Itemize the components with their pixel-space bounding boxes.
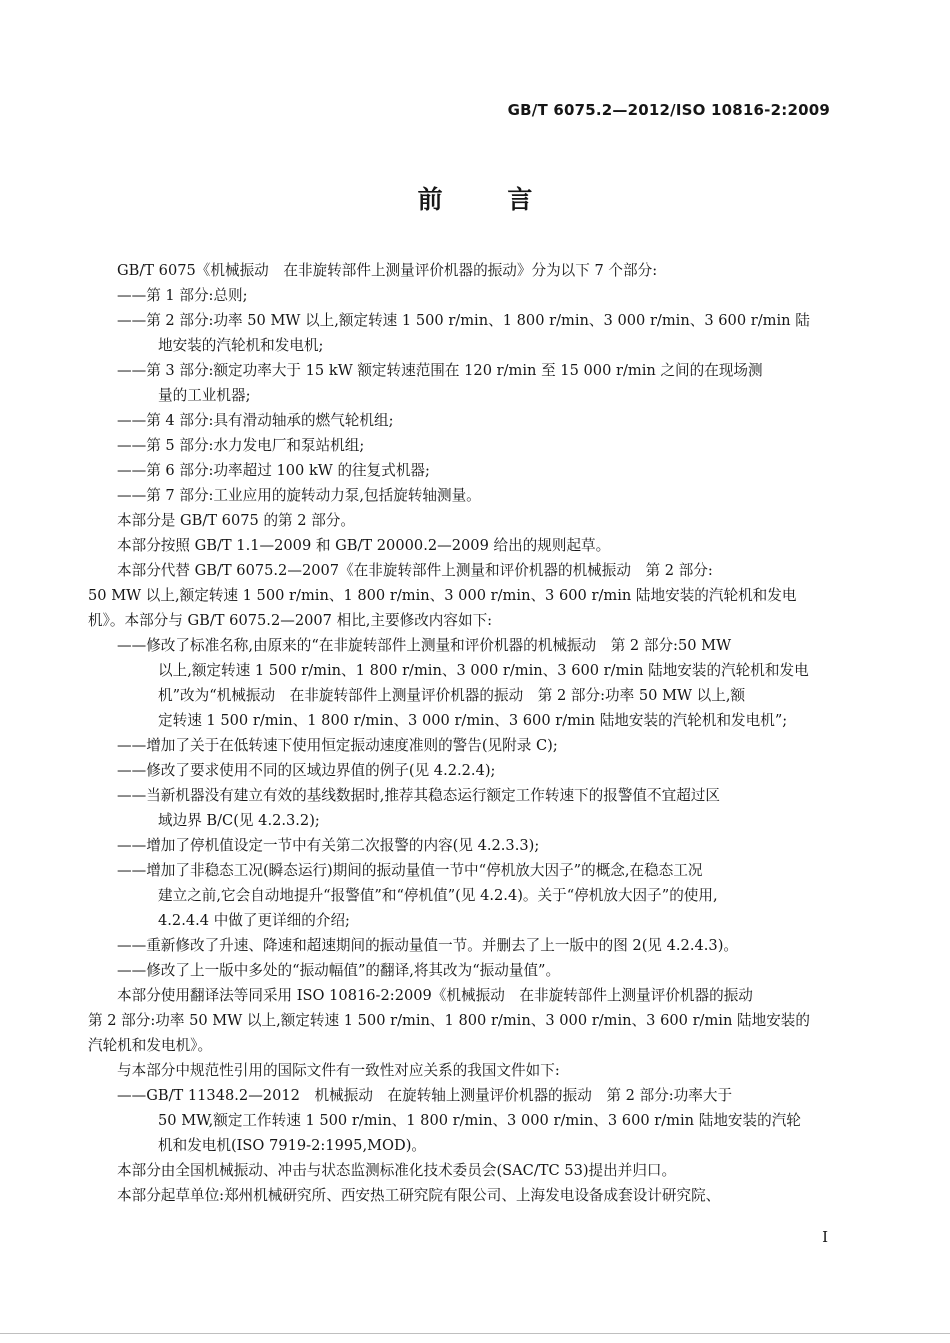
paragraph-line: 汽轮机和发电机》。 xyxy=(88,1037,213,1054)
list-item: ——第 6 部分:功率超过 100 kW 的往复式机器; xyxy=(117,462,430,479)
list-item-continuation: 量的工业机器; xyxy=(158,387,251,404)
list-item: ——当新机器没有建立有效的基线数据时,推荐其稳态运行额定工作转速下的报警值不宜超过区 xyxy=(117,787,720,804)
paragraph-line: 机》。本部分与 GB/T 6075.2—2007 相比,主要修改内容如下: xyxy=(88,612,493,629)
list-item: ——增加了停机值设定一节中有关第二次报警的内容(见 4.2.3.3); xyxy=(117,837,540,854)
list-item-continuation: 机”改为“机械振动 在非旋转部件上测量评价机器的振动 第 2 部分:功率 50 MW 以上,额 xyxy=(158,687,746,704)
bottom-rule xyxy=(0,1333,950,1334)
list-item: ——第 7 部分:工业应用的旋转动力泵,包括旋转轴测量。 xyxy=(117,487,481,504)
list-item: ——修改了标准名称,由原来的“在非旋转部件上测量和评价机器的机械振动 第 2 部分:50 MW xyxy=(117,637,732,654)
list-item: ——第 2 部分:功率 50 MW 以上,额定转速 1 500 r/min、1 800 r/min、3 000 r/min、3 600 r/min 陆 xyxy=(117,312,810,329)
list-item-continuation: 建立之前,它会自动地提升“报警值”和“停机值”(见 4.2.4)。关于“停机放大因子”的使用, xyxy=(158,887,718,904)
paragraph-line: 本部分按照 GB/T 1.1—2009 和 GB/T 20000.2—2009 给出的规则起草。 xyxy=(117,537,611,554)
paragraph-line: 50 MW 以上,额定转速 1 500 r/min、1 800 r/min、3 000 r/min、3 600 r/min 陆地安装的汽轮机和发电 xyxy=(88,587,797,604)
list-item-continuation: 机和发电机(ISO 7919-2:1995,MOD)。 xyxy=(158,1137,426,1154)
standard-code: GB/T 6075.2—2012/ISO 10816-2:2009 xyxy=(507,101,830,119)
paragraph-line: 本部分起草单位:郑州机械研究所、西安热工研究院有限公司、上海发电设备成套设计研究院、 xyxy=(117,1187,721,1204)
page-title: 前 言 xyxy=(417,185,561,214)
paragraph-line: 第 2 部分:功率 50 MW 以上,额定转速 1 500 r/min、1 800 r/min、3 000 r/min、3 600 r/min 陆地安装的 xyxy=(88,1012,810,1029)
list-item: ——重新修改了升速、降速和超速期间的振动量值一节。并删去了上一版中的图 2(见 4.2.4.3)。 xyxy=(117,937,738,954)
list-item: ——增加了非稳态工况(瞬态运行)期间的振动量值一节中“停机放大因子”的概念,在稳态工况 xyxy=(117,862,703,879)
list-item: ——第 1 部分:总则; xyxy=(117,287,248,304)
list-item: ——第 4 部分:具有滑动轴承的燃气轮机组; xyxy=(117,412,394,429)
list-item-continuation: 定转速 1 500 r/min、1 800 r/min、3 000 r/min、3 600 r/min 陆地安装的汽轮机和发电机”; xyxy=(158,712,788,729)
foreword-body xyxy=(88,258,836,1208)
list-item: ——增加了关于在低转速下使用恒定振动速度准则的警告(见附录 C); xyxy=(117,737,558,754)
list-item-continuation: 域边界 B/C(见 4.2.3.2); xyxy=(158,812,320,829)
list-item-continuation: 地安装的汽轮机和发电机; xyxy=(158,337,324,354)
paragraph-line: 与本部分中规范性引用的国际文件有一致性对应关系的我国文件如下: xyxy=(117,1062,560,1079)
list-item: ——修改了要求使用不同的区域边界值的例子(见 4.2.2.4); xyxy=(117,762,496,779)
paragraph-line: 本部分是 GB/T 6075 的第 2 部分。 xyxy=(117,512,355,529)
paragraph-line: 本部分代替 GB/T 6075.2—2007《在非旋转部件上测量和评价机器的机械振动 第 2 部分: xyxy=(117,562,713,579)
paragraph-line: 本部分使用翻译法等同采用 ISO 10816-2:2009《机械振动 在非旋转部件上测量评价机器的振动 xyxy=(117,987,753,1004)
list-item: ——GB/T 11348.2—2012 机械振动 在旋转轴上测量评价机器的振动 第 2 部分:功率大于 xyxy=(117,1087,733,1104)
list-item-continuation: 以上,额定转速 1 500 r/min、1 800 r/min、3 000 r/min、3 600 r/min 陆地安装的汽轮机和发电 xyxy=(158,662,809,679)
page-number: I xyxy=(822,1228,828,1246)
list-item: ——第 3 部分:额定功率大于 15 kW 额定转速范围在 120 r/min 至 15 000 r/min 之间的在现场测 xyxy=(117,362,763,379)
list-item: ——修改了上一版中多处的“振动幅值”的翻译,将其改为“振动量值”。 xyxy=(117,962,561,979)
list-item: ——第 5 部分:水力发电厂和泵站机组; xyxy=(117,437,365,454)
list-item-continuation: 50 MW,额定工作转速 1 500 r/min、1 800 r/min、3 000 r/min、3 600 r/min 陆地安装的汽轮 xyxy=(158,1112,801,1129)
paragraph-line: 本部分由全国机械振动、冲击与状态监测标准化技术委员会(SAC/TC 53)提出并归口。 xyxy=(117,1162,677,1179)
paragraph-line: GB/T 6075《机械振动 在非旋转部件上测量评价机器的振动》分为以下 7 个部分: xyxy=(117,262,658,279)
list-item-continuation: 4.2.4.4 中做了更详细的介绍; xyxy=(158,912,350,929)
